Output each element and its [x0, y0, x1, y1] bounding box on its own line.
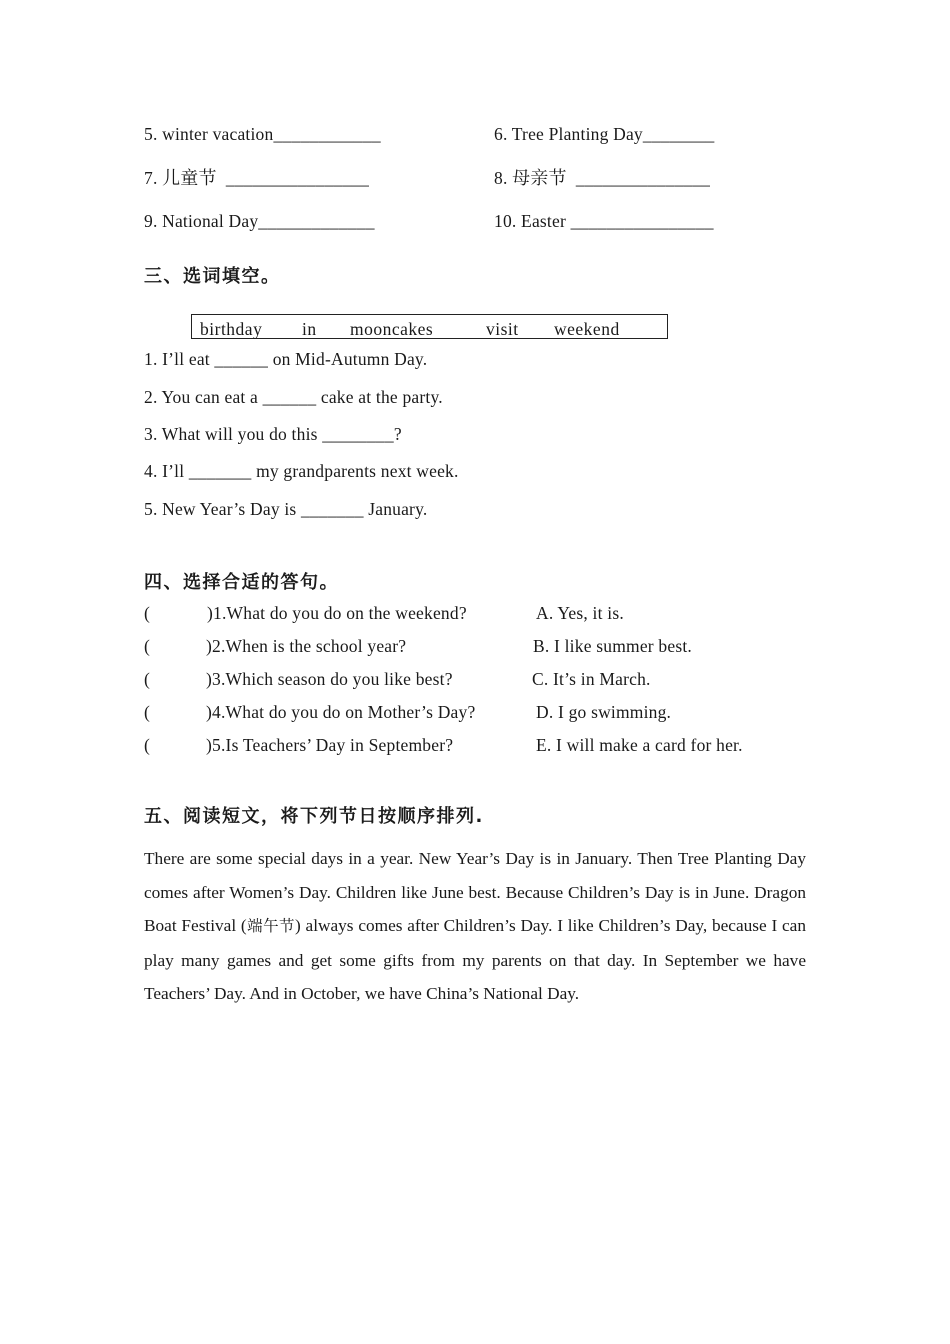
- match-answer-a: A. Yes, it is.: [536, 603, 624, 623]
- word-bank-item: mooncakes: [350, 319, 434, 339]
- match-question-2: )2.When is the school year?: [206, 636, 407, 656]
- passage-text-zh: 端午节: [246, 917, 296, 935]
- translation-item-8: [494, 170, 710, 188]
- match-question-1: )1.What do you do on the weekend?: [207, 603, 467, 623]
- fill-question-3: 3. What will you do this ________?: [144, 424, 402, 444]
- item-prompt: 6. Tree Planting Day: [494, 124, 643, 144]
- item-number: 8.: [494, 168, 508, 188]
- item-prompt: 9. National Day: [144, 211, 259, 231]
- fill-question-5: 5. New Year’s Day is _______ January.: [144, 499, 428, 519]
- passage-text: There are some special days in a year. New Year’s Day is in January. Then Tree Planting Day comes after Women’s Day. Children like June best. Because Children’s Day is in June. Dragon Boat Festival (: [144, 849, 806, 935]
- word-bank: [191, 314, 668, 339]
- match-paren[interactable]: (: [144, 636, 151, 656]
- fill-question-4: 4. I’ll _______ my grandparents next week.: [144, 461, 459, 481]
- match-answer-b: B. I like summer best.: [533, 636, 692, 656]
- word-bank-item: weekend: [554, 319, 620, 339]
- passage-text: ) always comes after Children’s Day. I like Children’s Day, because I can play many games and get some gifts from my parents on that day. In September we have Teachers’ Day. And in October, we have China’s National Day.: [144, 916, 806, 1003]
- match-question-5: )5.Is Teachers’ Day in September?: [206, 735, 454, 755]
- section3-heading: 三、选词填空。: [144, 266, 281, 287]
- match-paren[interactable]: (: [144, 603, 151, 623]
- word-bank-item: visit: [486, 319, 519, 339]
- item-prompt-zh: 儿童节: [162, 168, 217, 189]
- reading-passage: [144, 842, 806, 1011]
- answer-blank[interactable]: ________________: [570, 211, 714, 231]
- match-answer-c: C. It’s in March.: [532, 669, 651, 689]
- match-question-3: )3.Which season do you like best?: [206, 669, 453, 689]
- match-paren[interactable]: (: [144, 702, 151, 722]
- answer-blank[interactable]: _______________: [575, 168, 711, 188]
- translation-item-6: [494, 126, 714, 144]
- match-answer-e: E. I will make a card for her.: [536, 735, 743, 755]
- fill-question-2: 2. You can eat a ______ cake at the party.: [144, 387, 443, 407]
- answer-blank[interactable]: ________: [642, 124, 715, 144]
- answer-blank[interactable]: _____________: [258, 211, 375, 231]
- item-prompt: 5. winter vacation: [144, 124, 274, 144]
- fill-question-1: 1. I’ll eat ______ on Mid-Autumn Day.: [144, 349, 428, 369]
- translation-item-7: [144, 170, 369, 188]
- match-answer-d: D. I go swimming.: [536, 702, 672, 722]
- match-question-4: )4.What do you do on Mother’s Day?: [206, 702, 476, 722]
- word-bank-item: in: [302, 319, 317, 339]
- item-prompt-zh: 母亲节: [512, 168, 567, 189]
- match-paren[interactable]: (: [144, 735, 151, 755]
- translation-item-9: [144, 213, 375, 231]
- item-number: 7.: [144, 168, 158, 188]
- answer-blank[interactable]: ____________: [273, 124, 381, 144]
- section5-heading: 五、阅读短文，将下列节日按顺序排列.: [144, 806, 484, 827]
- match-paren[interactable]: (: [144, 669, 151, 689]
- item-prompt: 10. Easter: [494, 211, 566, 231]
- translation-item-5: [144, 126, 381, 144]
- section4-heading: 四、选择合适的答句。: [144, 572, 339, 593]
- translation-item-10: [494, 213, 714, 231]
- word-bank-item: birthday: [200, 319, 263, 339]
- answer-blank[interactable]: ________________: [225, 168, 370, 188]
